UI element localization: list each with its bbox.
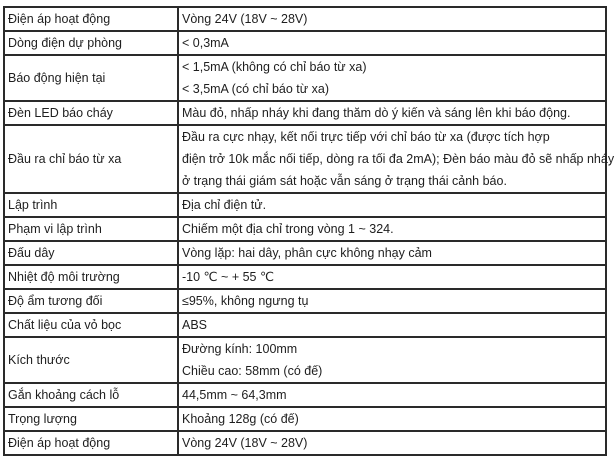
table-row — [4, 337, 606, 383]
row-value — [178, 31, 606, 55]
value-line: Chiếm một địa chỉ trong vòng 1 ~ 324. — [182, 222, 394, 236]
value-line: < 1,5mA (không có chỉ báo từ xa) — [182, 60, 367, 74]
row-value — [178, 55, 606, 101]
table-row — [4, 125, 606, 193]
table-row — [4, 101, 606, 125]
row-value — [178, 101, 606, 125]
row-value — [178, 313, 606, 337]
row-value — [178, 383, 606, 407]
row-label: Trọng lượng — [4, 407, 178, 431]
value-line: Đầu ra cực nhạy, kết nối trực tiếp với chỉ báo từ xa (được tích hợp — [182, 130, 550, 144]
row-label: Kích thước — [4, 337, 178, 383]
row-value — [178, 193, 606, 217]
value-line: 44,5mm ~ 64,3mm — [182, 388, 287, 402]
table-row — [4, 241, 606, 265]
row-value — [178, 241, 606, 265]
value-line: Vòng lặp: hai dây, phân cực không nhạy cảm — [182, 246, 432, 260]
row-value — [178, 7, 606, 31]
row-value — [178, 337, 606, 383]
table-row — [4, 431, 606, 455]
value-line: Khoảng 128g (có đế) — [182, 412, 299, 426]
value-line: Địa chỉ điện tử. — [182, 198, 267, 212]
table-row — [4, 7, 606, 31]
value-line: < 0,3mA — [182, 36, 229, 50]
row-label: Chất liệu của vỏ bọc — [4, 313, 178, 337]
table-row — [4, 55, 606, 101]
value-line: ở trạng thái giám sát hoặc vẫn sáng ở trạng thái cảnh báo. — [182, 174, 507, 188]
table-row — [4, 383, 606, 407]
row-label: Gắn khoảng cách lỗ — [4, 383, 178, 407]
table-row — [4, 289, 606, 313]
row-value — [178, 289, 606, 313]
value-line: Chiều cao: 58mm (có đế) — [182, 364, 323, 378]
value-line: -10 ℃ ~ + 55 ℃ — [182, 270, 275, 284]
value-line: Đường kính: 100mm — [182, 342, 298, 356]
row-label: Dòng điện dự phòng — [4, 31, 178, 55]
spec-table — [3, 6, 615, 456]
row-value — [178, 217, 606, 241]
row-value — [178, 407, 606, 431]
table-row — [4, 217, 606, 241]
value-line: < 3,5mA (có chỉ báo từ xa) — [182, 82, 329, 96]
row-label: Điện áp hoạt động — [4, 7, 178, 31]
row-label: Phạm vi lập trình — [4, 217, 178, 241]
row-value — [178, 431, 606, 455]
row-value — [178, 125, 615, 193]
row-label: Đèn LED báo cháy — [4, 101, 178, 125]
row-label: Đầu ra chỉ báo từ xa — [4, 125, 178, 193]
row-label: Lập trình — [4, 193, 178, 217]
table-row — [4, 31, 606, 55]
value-line: Màu đỏ, nhấp nháy khi đang thăm dò ý kiến và sáng lên khi báo động. — [182, 106, 571, 120]
row-label: Đấu dây — [4, 241, 178, 265]
row-label: Nhiệt độ môi trường — [4, 265, 178, 289]
value-line: ABS — [182, 318, 208, 332]
table-row — [4, 313, 606, 337]
row-value — [178, 265, 606, 289]
row-label: Báo động hiện tại — [4, 55, 178, 101]
row-label: Điện áp hoạt động — [4, 431, 178, 455]
row-label: Độ ẩm tương đối — [4, 289, 178, 313]
table-row — [4, 265, 606, 289]
value-line: điện trở 10k mắc nối tiếp, dòng ra tối đa 2mA); Đèn báo màu đỏ sẽ nhấp nháy — [182, 152, 615, 166]
value-line: Vòng 24V (18V ~ 28V) — [182, 436, 308, 450]
value-line: ≤95%, không ngưng tụ — [182, 294, 309, 308]
value-line: Vòng 24V (18V ~ 28V) — [182, 12, 308, 26]
table-row — [4, 193, 606, 217]
table-row — [4, 407, 606, 431]
